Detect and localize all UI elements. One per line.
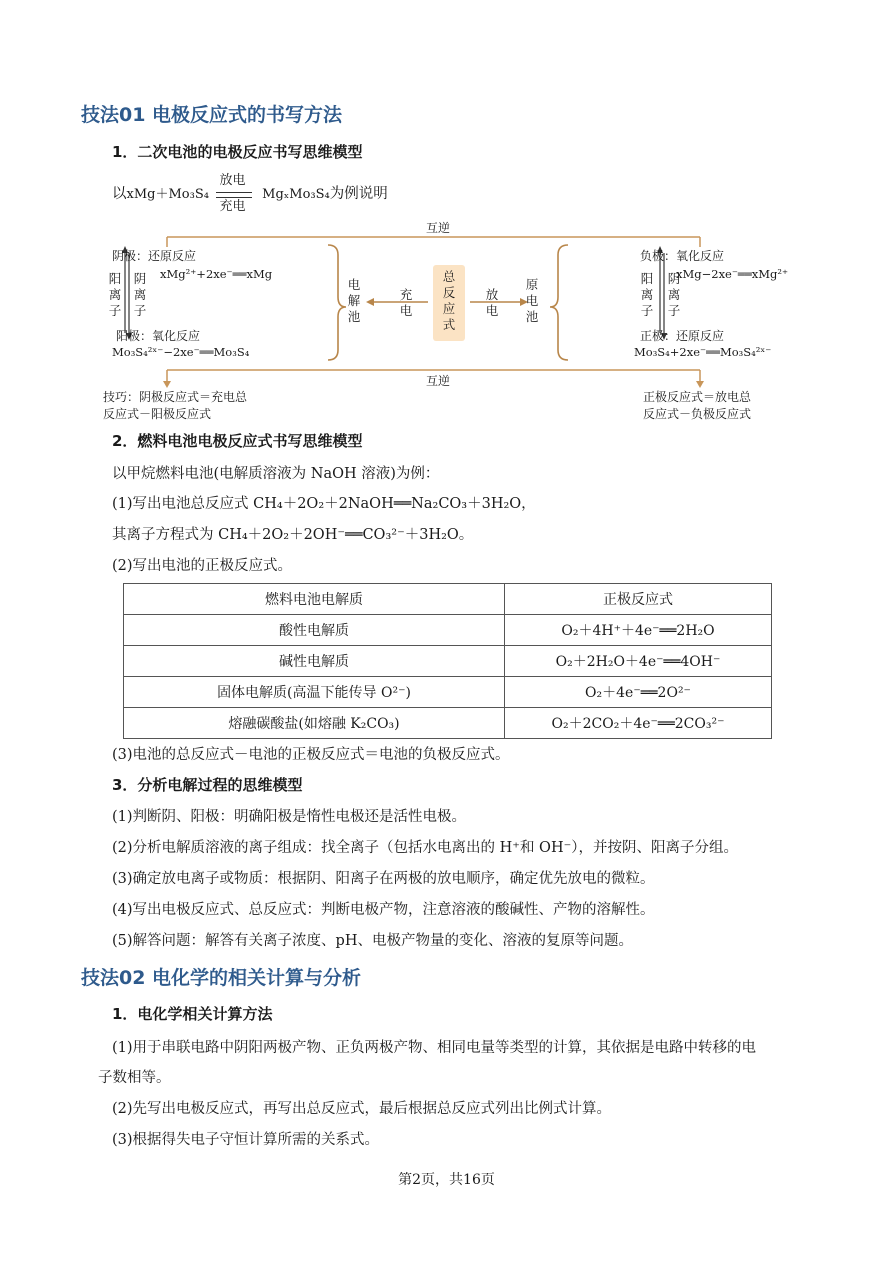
left-cathode-equation: xMg²⁺+2xe⁻══xMg xyxy=(160,267,273,281)
left-vertical-cations: 阳离子 xyxy=(108,271,122,318)
example-prefix: 以 xyxy=(112,186,127,202)
reversible-arrow xyxy=(216,173,256,214)
example-line xyxy=(112,173,388,214)
paragraph: (3)电池的总反应式－电池的正极反应式＝电池的负极反应式。 xyxy=(112,747,510,763)
list-item: (5)解答问题：解答有关离子浓度、pH、电极产物量的变化、溶液的复原等问题。 xyxy=(112,933,633,949)
left-tip-line1: 技巧：阴极反应式＝充电总 xyxy=(103,390,248,404)
example-product: MgₓMo₃S₄ xyxy=(262,187,330,202)
right-positive-equation: Mo₃S₄+2xe⁻══Mo₃S₄²ˣ⁻ xyxy=(634,345,772,359)
table-cell: O₂＋4e⁻══2O²⁻ xyxy=(505,677,772,708)
paragraph: (1)写出电池总反应式 CH₄＋2O₂＋2NaOH══Na₂CO₃＋3H₂O， xyxy=(112,496,536,512)
section-title-2: 技法02 电化学的相关计算与分析 xyxy=(81,967,362,989)
paragraph: (2)写出电池的正极反应式。 xyxy=(112,558,293,574)
left-anode-title: 阳极：氧化反应 xyxy=(116,329,201,343)
list-item: (2)分析电解质溶液的离子组成：找全离子（包括水电离出的 H⁺和 OH⁻），并按阴、阳离子分组。 xyxy=(112,840,738,856)
section-title-1: 技法01 电极反应式的书写方法 xyxy=(81,104,343,126)
table-cell: O₂＋4H⁺＋4e⁻══2H₂O xyxy=(505,615,772,646)
right-positive-title: 正极：还原反应 xyxy=(640,329,725,343)
arrow-bottom-label: 充电 xyxy=(219,199,246,214)
right-negative-title: 负极：氧化反应 xyxy=(640,249,725,263)
subsection-title: 2．燃料电池电极反应式书写思维模型 xyxy=(112,432,363,450)
list-item: (4)写出电极反应式、总反应式：判断电极产物，注意溶液的酸碱性、产物的溶解性。 xyxy=(112,902,655,918)
table-cell: O₂＋2H₂O＋4e⁻══4OH⁻ xyxy=(505,646,772,677)
battery-diagram xyxy=(100,215,789,425)
example-suffix: 为例说明 xyxy=(329,186,388,202)
right-tip-line1: 正极反应式＝放电总 xyxy=(643,390,752,404)
table-cell: 酸性电解质 xyxy=(124,615,505,646)
paragraph: (2)先写出电极反应式，再写出总反应式，最后根据总反应式列出比例式计算。 xyxy=(112,1101,612,1117)
subsection-title: 1．二次电池的电极反应书写思维模型 xyxy=(112,143,363,161)
subsection-title: 1．电化学相关计算方法 xyxy=(112,1005,273,1023)
table-row xyxy=(124,646,772,677)
reversible-label-bottom: 互逆 xyxy=(426,374,451,388)
left-vertical-anions: 阴离子 xyxy=(133,271,147,318)
table-row xyxy=(124,677,772,708)
paragraph: (1)用于串联电路中阴阳两极产物、正负两极产物、相同电量等类型的计算，其依据是电路中转移的电 xyxy=(112,1040,757,1056)
table-header-row xyxy=(124,584,772,615)
paragraph: 其离子方程式为 CH₄＋2O₂＋2OH⁻══CO₃²⁻＋3H₂O。 xyxy=(112,527,474,543)
list-item: (3)确定放电离子或物质：根据阴、阳离子在两极的放电顺序，确定优先放电的微粒。 xyxy=(112,871,655,887)
table-cell: 固体电解质(高温下能传导 O²⁻) xyxy=(124,677,505,708)
paragraph: 以甲烷燃料电池(电解质溶液为 NaOH 溶液)为例： xyxy=(112,466,440,482)
table-row xyxy=(124,615,772,646)
right-tip-line2: 反应式－负极反应式 xyxy=(643,407,752,421)
table-header: 燃料电池电解质 xyxy=(124,584,505,615)
reversible-label-top: 互逆 xyxy=(426,221,451,235)
table-header: 正极反应式 xyxy=(505,584,772,615)
arrow-top-label: 放电 xyxy=(219,173,246,188)
charge-label: 充电 xyxy=(399,287,413,318)
arrow-lines xyxy=(216,192,252,198)
left-anode-equation: Mo₃S₄²ˣ⁻−2xe⁻══Mo₃S₄ xyxy=(112,345,250,359)
table-cell: 熔融碳酸盐(如熔融 K₂CO₃) xyxy=(124,708,505,739)
right-vertical-anions: 阴离子 xyxy=(667,271,681,318)
page-footer: 第2页，共16页 xyxy=(398,1172,495,1188)
paragraph: 子数相等。 xyxy=(98,1070,171,1086)
total-reaction-label: 总反应式 xyxy=(442,269,456,332)
right-negative-equation: xMg−2xe⁻══xMg²⁺ xyxy=(676,267,789,281)
right-vertical-cations: 阳离子 xyxy=(640,271,654,318)
subsection-title: 3．分析电解过程的思维模型 xyxy=(112,776,303,794)
left-cathode-title: 阴极：还原反应 xyxy=(112,249,197,263)
primary-cell-label: 原电池 xyxy=(525,277,539,324)
list-item: (1)判断阴、阳极：明确阳极是惰性电极还是活性电极。 xyxy=(112,809,467,825)
table-cell: O₂＋2CO₂＋4e⁻══2CO₃²⁻ xyxy=(505,708,772,739)
example-reactant: xMg＋Mo₃S₄ xyxy=(126,187,209,202)
electrolyte-table xyxy=(123,583,772,739)
discharge-label: 放电 xyxy=(485,287,499,318)
left-tip-line2: 反应式－阳极反应式 xyxy=(103,407,212,421)
table-row xyxy=(124,708,772,739)
paragraph: (3)根据得失电子守恒计算所需的关系式。 xyxy=(112,1132,380,1148)
electrolytic-cell-label: 电解池 xyxy=(347,277,361,324)
table-cell: 碱性电解质 xyxy=(124,646,505,677)
